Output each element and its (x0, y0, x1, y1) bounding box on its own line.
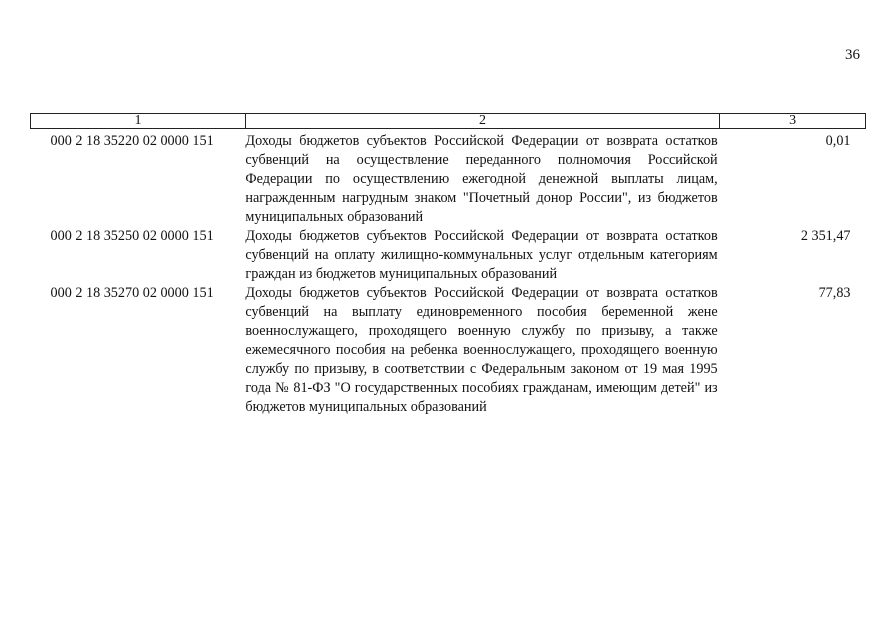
amount: 77,83 (818, 285, 851, 301)
income-description: Доходы бюджетов субъектов Российской Федерации от возврата остатков субвенций на осуществление переданного полномочия Российской Федерации по осуществлению ежегодной денежной выплаты лицам, награжденным нагрудным знаком "Почетный донор России", из бюджетов муниципальных образований (245, 133, 718, 225)
table-row (31, 284, 866, 417)
budget-code: 000 2 18 35270 02 0000 151 (50, 285, 214, 301)
budget-income-table (30, 113, 866, 417)
column-header-code: 1 (31, 114, 246, 129)
page-number: 36 (845, 47, 860, 63)
table-header-row (31, 114, 866, 129)
amount: 0,01 (825, 133, 851, 149)
column-header-description: 2 (245, 114, 719, 129)
income-description: Доходы бюджетов субъектов Российской Федерации от возврата остатков субвенций на выплату единовременного пособия беременной жене военнослужащего, проходящего военную службу по призыву, а также ежемесячного пособия на ребенка военнослужащего, проходящего военную службу по призыву, в соответствии с Федеральным законом от 19 мая 1995 года № 81-ФЗ "О государственных пособиях гражданам, имеющим детей" из бюджетов муниципальных образований (245, 285, 718, 415)
table-row (31, 227, 866, 284)
budget-code: 000 2 18 35250 02 0000 151 (50, 228, 214, 244)
table-row (31, 129, 866, 228)
budget-code: 000 2 18 35220 02 0000 151 (50, 133, 214, 149)
amount: 2 351,47 (800, 228, 851, 244)
income-description: Доходы бюджетов субъектов Российской Федерации от возврата остатков субвенций на оплату жилищно-коммунальных услуг отдельным категориям граждан из бюджетов муниципальных образований (245, 228, 718, 282)
column-header-amount: 3 (720, 114, 866, 129)
